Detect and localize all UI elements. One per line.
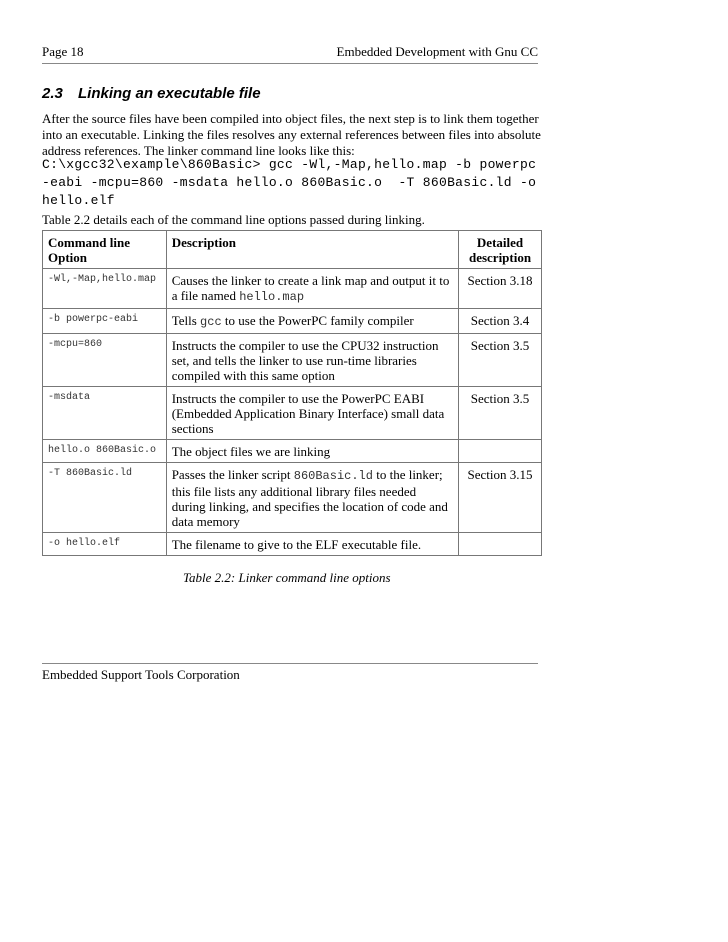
- detail-cell: Section 3.18: [459, 269, 542, 309]
- description-cell: [166, 440, 458, 463]
- description-cell: [166, 533, 458, 556]
- header-divider: [42, 63, 538, 64]
- detail-cell: Section 3.4: [459, 309, 542, 334]
- description-text: Causes the linker to create a link map and output it to a file named: [171, 273, 450, 303]
- description-text: The object files we are linking: [171, 444, 331, 459]
- description-text: to use the PowerPC family compiler: [221, 313, 414, 328]
- footer-divider: [42, 663, 538, 664]
- table-row: [43, 463, 542, 533]
- option-cell: -T 860Basic.ld: [43, 463, 167, 533]
- option-cell: hello.o 860Basic.o: [43, 440, 167, 463]
- option-cell: -o hello.elf: [43, 533, 167, 556]
- command-line: C:\xgcc32\example\860Basic> gcc -Wl,-Map,hello.map -b powerpc-eabi -mcpu=860 -msdata hello.o 860Basic.o -T 860Basic.ld -o hello.elf: [42, 157, 545, 208]
- description-text: Instructs the compiler to use the PowerPC EABI (Embedded Application Binary Interface) small data sections: [171, 391, 445, 436]
- option-cell: -msdata: [43, 387, 167, 440]
- table-row: [43, 269, 542, 309]
- table-header-row: [43, 231, 542, 269]
- page-header: [42, 44, 538, 62]
- section-title: Linking an executable file: [78, 85, 261, 102]
- detail-cell: Section 3.5: [459, 334, 542, 387]
- option-cell: -Wl,-Map,hello.map: [43, 269, 167, 309]
- section-heading: [42, 85, 261, 102]
- description-cell: [166, 463, 458, 533]
- description-code: hello.map: [239, 290, 305, 304]
- option-cell: -b powerpc-eabi: [43, 309, 167, 334]
- description-text: Instructs the compiler to use the CPU32 instruction set, and tells the linker to use run-time libraries compiled with this same option: [171, 338, 439, 383]
- table-row: [43, 533, 542, 556]
- description-code: gcc: [200, 315, 222, 329]
- option-cell: -mcpu=860: [43, 334, 167, 387]
- description-cell: [166, 309, 458, 334]
- header-detail: Detailed description: [459, 231, 542, 269]
- table-intro: Table 2.2 details each of the command line options passed during linking.: [42, 212, 425, 227]
- detail-cell: Section 3.15: [459, 463, 542, 533]
- header-description: Description: [166, 231, 458, 269]
- description-text: to the linker; this file lists any additional library files needed during linking, and specifies the location of code and data memory: [171, 467, 448, 529]
- table-row: [43, 334, 542, 387]
- description-code: 860Basic.ld: [293, 469, 373, 483]
- description-text: Tells: [171, 313, 201, 328]
- page-number: Page 18: [42, 44, 84, 59]
- table-row: [43, 309, 542, 334]
- description-cell: [166, 334, 458, 387]
- page-footer: Embedded Support Tools Corporation: [42, 667, 240, 682]
- options-table: [42, 230, 542, 556]
- description-text: The filename to give to the ELF executable file.: [171, 537, 422, 552]
- document-title: Embedded Development with Gnu CC: [336, 44, 538, 59]
- detail-cell: Section 3.5: [459, 387, 542, 440]
- header-option: Command line Option: [43, 231, 167, 269]
- detail-cell: [459, 533, 542, 556]
- detail-cell: [459, 440, 542, 463]
- table-body: [43, 269, 542, 556]
- table-row: [43, 387, 542, 440]
- description-text: Passes the linker script: [171, 467, 294, 482]
- table-caption: Table 2.2: Linker command line options: [183, 570, 391, 585]
- table-row: [43, 440, 542, 463]
- description-cell: [166, 387, 458, 440]
- intro-paragraph: After the source files have been compiled into object files, the next step is to link them together into an executable. Linking the files resolves any external references between files into absolute address references. The linker command line looks like this:: [42, 111, 541, 158]
- section-number: 2.3: [42, 85, 63, 102]
- description-cell: [166, 269, 458, 309]
